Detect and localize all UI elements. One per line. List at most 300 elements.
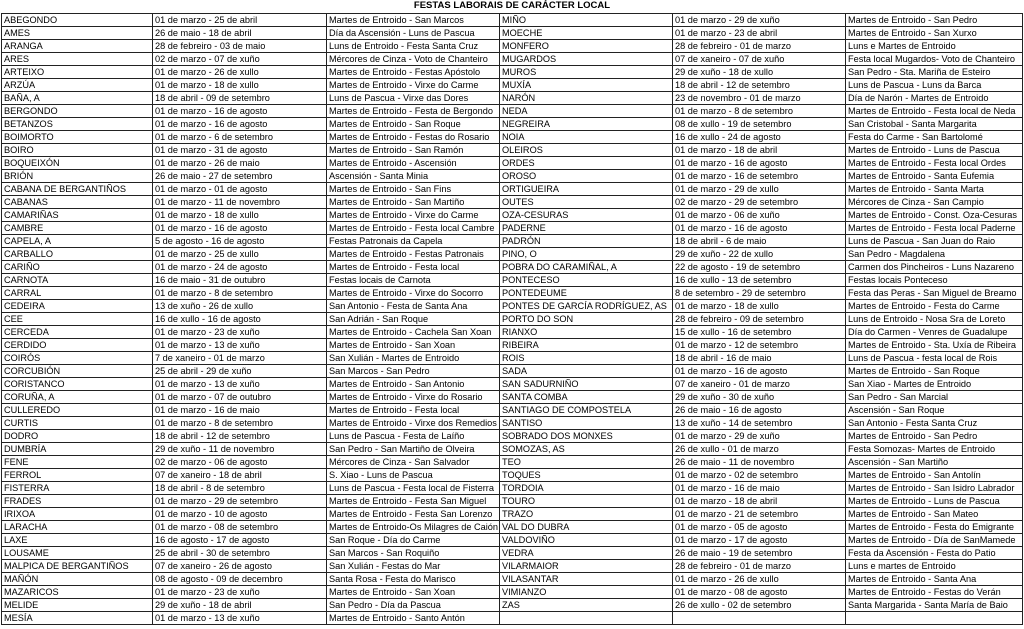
dates-cell: 28 de febreiro - 03 de maio: [153, 40, 327, 53]
municipality-cell: CAPELA, A: [2, 235, 153, 248]
dates-cell: 18 de abril - 8 de setembro: [153, 482, 327, 495]
table-row: [2, 209, 1023, 222]
municipality-cell: VILARMAIOR: [500, 560, 673, 573]
holidays-cell: Martes de Entroido - Luns de Pascua: [846, 144, 1023, 157]
municipality-cell: DODRO: [2, 430, 153, 443]
municipality-cell: MESÍA: [2, 612, 153, 625]
dates-cell: 16 de xullo - 13 de setembro: [673, 274, 846, 287]
dates-cell: 01 de marzo - 16 de maio: [153, 404, 327, 417]
dates-cell: 18 de abril - 12 de setembro: [153, 430, 327, 443]
table-row: [2, 378, 1023, 391]
dates-cell: 01 de marzo - 8 de setembro: [673, 105, 846, 118]
dates-cell: 18 de abril - 16 de maio: [673, 352, 846, 365]
municipality-cell: POBRA DO CARAMIÑAL, A: [500, 261, 673, 274]
municipality-cell: [500, 612, 673, 625]
municipality-cell: NARÓN: [500, 92, 673, 105]
municipality-cell: CABANAS: [2, 196, 153, 209]
municipality-cell: BERGONDO: [2, 105, 153, 118]
holidays-cell: Luns de Pascua - Festa de Laíño: [327, 430, 500, 443]
holidays-cell: Carmen dos Pincheiros - Luns Nazareno: [846, 261, 1023, 274]
dates-cell: 02 de marzo - 29 de setembro: [673, 196, 846, 209]
municipality-cell: PADRÓN: [500, 235, 673, 248]
table-row: [2, 170, 1023, 183]
holidays-cell: Festas locais de Carnota: [327, 274, 500, 287]
municipality-cell: ARANGA: [2, 40, 153, 53]
holidays-cell: Mércores de Cinza - San Salvador: [327, 456, 500, 469]
holidays-cell: Día da Ascensión - Luns de Pascua: [327, 27, 500, 40]
dates-cell: 01 de marzo - 26 de xullo: [153, 66, 327, 79]
holidays-cell: Festa Somozas- Martes de Entroido: [846, 443, 1023, 456]
dates-cell: 01 de marzo - 12 de setembro: [673, 339, 846, 352]
municipality-cell: CULLEREDO: [2, 404, 153, 417]
dates-cell: 26 de xullo - 02 de setembro: [673, 599, 846, 612]
dates-cell: 29 de xuño - 11 de novembro: [153, 443, 327, 456]
table-row: [2, 495, 1023, 508]
holidays-cell: Martes de Entroido-Os Milagres de Caión: [327, 521, 500, 534]
holidays-cell: Martes de Entroido - Festa local Paderne: [846, 222, 1023, 235]
municipality-cell: CABANA DE BERGANTIÑOS: [2, 183, 153, 196]
dates-cell: 26 de maio - 27 de setembro: [153, 170, 327, 183]
holidays-cell: Martes de Entroido - Festa local Ordes: [846, 157, 1023, 170]
municipality-cell: MAZARICOS: [2, 586, 153, 599]
dates-cell: 01 de marzo - 13 de xuño: [153, 612, 327, 625]
table-row: [2, 261, 1023, 274]
holidays-cell: Martes de Entroido - San Pedro: [846, 14, 1023, 27]
dates-cell: 01 de marzo - 18 de abril: [673, 495, 846, 508]
dates-cell: 01 de marzo - 29 de setembro: [153, 495, 327, 508]
municipality-cell: VAL DO DUBRA: [500, 521, 673, 534]
dates-cell: 01 de marzo - 24 de agosto: [153, 261, 327, 274]
holidays-cell: San Xulián - Festas do Mar: [327, 560, 500, 573]
holidays-cell: Festa das Peras - San Miguel de Breamo: [846, 287, 1023, 300]
holidays-cell: Martes de Entroido - Santa Ana: [846, 573, 1023, 586]
municipality-cell: VEDRA: [500, 547, 673, 560]
municipality-cell: BOIMORTO: [2, 131, 153, 144]
municipality-cell: RIANXO: [500, 326, 673, 339]
municipality-cell: TRAZO: [500, 508, 673, 521]
municipality-cell: CAMARIÑAS: [2, 209, 153, 222]
holidays-cell: Martes de Entroido - Festas do Rosario: [327, 131, 500, 144]
holidays-cell: Martes de Entroido - San Xoan: [327, 586, 500, 599]
dates-cell: 01 de marzo - 16 de agosto: [153, 105, 327, 118]
dates-cell: 01 de marzo - 11 de novembro: [153, 196, 327, 209]
municipality-cell: NEDA: [500, 105, 673, 118]
holidays-cell: Martes de Entroido - San Martiño: [327, 196, 500, 209]
table-row: [2, 313, 1023, 326]
dates-cell: 01 de marzo - 16 de maio: [673, 482, 846, 495]
table-row: [2, 521, 1023, 534]
dates-cell: 07 de xaneiro - 26 de agosto: [153, 560, 327, 573]
table-row: [2, 612, 1023, 625]
dates-cell: 01 de marzo - 02 de setembro: [673, 469, 846, 482]
dates-cell: 01 de marzo - 08 de setembro: [153, 521, 327, 534]
dates-cell: 01 de marzo - 16 de agosto: [673, 222, 846, 235]
holidays-cell: Luns de Pascua - San Juan do Raio: [846, 235, 1023, 248]
municipality-cell: ZAS: [500, 599, 673, 612]
dates-cell: 01 de marzo - 25 de xullo: [153, 248, 327, 261]
dates-cell: 01 de marzo - 23 de xuño: [153, 326, 327, 339]
municipality-cell: ABEGONDO: [2, 14, 153, 27]
table-row: [2, 417, 1023, 430]
holidays-cell: San Roque - Día do Carme: [327, 534, 500, 547]
holidays-cell: Martes de Entroido - Festa local: [327, 261, 500, 274]
municipality-cell: ARZÚA: [2, 79, 153, 92]
municipality-cell: MIÑO: [500, 14, 673, 27]
holidays-cell: Ascensión - San Roque: [846, 404, 1023, 417]
municipality-cell: SOMOZAS, AS: [500, 443, 673, 456]
dates-cell: 28 de febreiro - 01 de marzo: [673, 40, 846, 53]
municipality-cell: BOIRO: [2, 144, 153, 157]
dates-cell: 01 de marzo - 16 de agosto: [673, 157, 846, 170]
table-row: [2, 40, 1023, 53]
municipality-cell: TORDOIA: [500, 482, 673, 495]
municipality-cell: ORDES: [500, 157, 673, 170]
table-row: [2, 196, 1023, 209]
dates-cell: 01 de marzo - 29 de xullo: [673, 183, 846, 196]
holidays-cell: Martes de Entroido - Luns de Pascua: [846, 495, 1023, 508]
table-row: [2, 79, 1023, 92]
holidays-cell: San Pedro - Magdalena: [846, 248, 1023, 261]
dates-cell: 26 de maio - 19 de setembro: [673, 547, 846, 560]
municipality-cell: RIBEIRA: [500, 339, 673, 352]
dates-cell: 01 de marzo - 18 de abril: [673, 144, 846, 157]
dates-cell: 5 de agosto - 16 de agosto: [153, 235, 327, 248]
municipality-cell: PINO, O: [500, 248, 673, 261]
dates-cell: 07 de xaneiro - 07 de xuño: [673, 53, 846, 66]
table-row: [2, 300, 1023, 313]
municipality-cell: CARRAL: [2, 287, 153, 300]
holidays-cell: Martes de Entroido - San Pedro: [846, 430, 1023, 443]
municipality-cell: SANTIAGO DE COMPOSTELA: [500, 404, 673, 417]
holidays-cell: Día de Narón - Martes de Entroido: [846, 92, 1023, 105]
table-row: [2, 430, 1023, 443]
holidays-cell: San Antonio - Festa Santa Cruz: [846, 417, 1023, 430]
table-row: [2, 66, 1023, 79]
table-row: [2, 443, 1023, 456]
municipality-cell: PONTES DE GARCÍA RODRÍGUEZ, AS: [500, 300, 673, 313]
holidays-cell: San Marcos - San Pedro: [327, 365, 500, 378]
municipality-cell: MUXÍA: [500, 79, 673, 92]
dates-cell: 01 de marzo - 13 de xuño: [153, 339, 327, 352]
holidays-cell: Martes de Entroido - San Marcos: [327, 14, 500, 27]
municipality-cell: SANTISO: [500, 417, 673, 430]
municipality-cell: VILASANTAR: [500, 573, 673, 586]
holidays-cell: San Xiao - Martes de Entroido: [846, 378, 1023, 391]
table-row: [2, 326, 1023, 339]
dates-cell: 01 de marzo - 23 de xuño: [153, 586, 327, 599]
municipality-cell: CEE: [2, 313, 153, 326]
holidays-table: [1, 13, 1023, 625]
municipality-cell: PADERNE: [500, 222, 673, 235]
holidays-cell: Día do Carmen - Venres de Guadalupe: [846, 326, 1023, 339]
dates-cell: 25 de abril - 30 de setembro: [153, 547, 327, 560]
municipality-cell: CORUÑA, A: [2, 391, 153, 404]
table-row: [2, 456, 1023, 469]
holidays-cell: San Marcos - San Roquiño: [327, 547, 500, 560]
holidays-cell: Festas Patronais da Capela: [327, 235, 500, 248]
holidays-cell: Martes de Entroido - Ascensión: [327, 157, 500, 170]
holidays-cell: Martes de Entroido - Sta. Uxía de Ribeira: [846, 339, 1023, 352]
municipality-cell: ARES: [2, 53, 153, 66]
dates-cell: 01 de marzo - 21 de setembro: [673, 508, 846, 521]
dates-cell: 16 de xullo - 24 de agosto: [673, 131, 846, 144]
holidays-cell: Ascensión - Santa Minia: [327, 170, 500, 183]
municipality-cell: CORISTANCO: [2, 378, 153, 391]
holidays-cell: Martes de Entroido - Festa San Lorenzo: [327, 508, 500, 521]
table-row: [2, 469, 1023, 482]
table-row: [2, 508, 1023, 521]
municipality-cell: BETANZOS: [2, 118, 153, 131]
table-row: [2, 339, 1023, 352]
municipality-cell: FRADES: [2, 495, 153, 508]
table-row: [2, 235, 1023, 248]
dates-cell: 01 de marzo - 18 de xullo: [673, 300, 846, 313]
municipality-cell: IRIXOA: [2, 508, 153, 521]
table-row: [2, 404, 1023, 417]
holidays-cell: Festa local Mugardos- Voto de Chanteiro: [846, 53, 1023, 66]
holidays-cell: Martes de Entroido - Festa San Miguel: [327, 495, 500, 508]
holidays-cell: San Antonio - Festa de Santa Ana: [327, 300, 500, 313]
table-row: [2, 157, 1023, 170]
holidays-cell: San Cristobal - Santa Margarita: [846, 118, 1023, 131]
holidays-cell: San Pedro - Sta. Mariña de Esteiro: [846, 66, 1023, 79]
dates-cell: 16 de xullo - 16 de agosto: [153, 313, 327, 326]
holidays-cell: Luns de Entroido - Nosa Sra de Loreto: [846, 313, 1023, 326]
municipality-cell: PONTECESO: [500, 274, 673, 287]
holidays-cell: Martes de Entroido - San Xoan: [327, 339, 500, 352]
municipality-cell: CARNOTA: [2, 274, 153, 287]
table-row: [2, 27, 1023, 40]
table-row: [2, 352, 1023, 365]
holidays-cell: Festas locais Ponteceso: [846, 274, 1023, 287]
dates-cell: 01 de marzo - 07 de outubro: [153, 391, 327, 404]
table-row: [2, 53, 1023, 66]
dates-cell: 13 de xuño - 14 de setembro: [673, 417, 846, 430]
dates-cell: 01 de marzo - 16 de agosto: [153, 222, 327, 235]
dates-cell: 01 de marzo - 06 de xuño: [673, 209, 846, 222]
table-row: [2, 547, 1023, 560]
dates-cell: 29 de xuño - 18 de abril: [153, 599, 327, 612]
municipality-cell: FENE: [2, 456, 153, 469]
municipality-cell: SADA: [500, 365, 673, 378]
municipality-cell: FERROL: [2, 469, 153, 482]
dates-cell: 18 de abril - 09 de setembro: [153, 92, 327, 105]
dates-cell: 15 de xullo - 16 de setembro: [673, 326, 846, 339]
holidays-cell: Ascensión - San Martiño: [846, 456, 1023, 469]
municipality-cell: MAÑÓN: [2, 573, 153, 586]
dates-cell: 01 de marzo - 6 de setembro: [153, 131, 327, 144]
dates-cell: 01 de marzo - 17 de agosto: [673, 534, 846, 547]
dates-cell: 02 de marzo - 06 de agosto: [153, 456, 327, 469]
dates-cell: 23 de novembro - 01 de marzo: [673, 92, 846, 105]
holidays-cell: Martes de Entroido - San Antolín: [846, 469, 1023, 482]
dates-cell: 01 de marzo - 8 de setembro: [153, 287, 327, 300]
dates-cell: 25 de abril - 29 de xuño: [153, 365, 327, 378]
municipality-cell: OROSO: [500, 170, 673, 183]
table-row: [2, 287, 1023, 300]
holidays-cell: Martes de Entroido - Santa Marta: [846, 183, 1023, 196]
holidays-cell: Martes de Entroido - San Xurxo: [846, 27, 1023, 40]
municipality-cell: FISTERRA: [2, 482, 153, 495]
holidays-cell: San Pedro - San Marcial: [846, 391, 1023, 404]
holidays-cell: Luns e martes de Entroido: [846, 560, 1023, 573]
holidays-cell: San Pedro - San Martiño de Olveira: [327, 443, 500, 456]
dates-cell: 01 de marzo - 25 de abril: [153, 14, 327, 27]
dates-cell: 01 de marzo - 16 de setembro: [673, 170, 846, 183]
municipality-cell: CAMBRE: [2, 222, 153, 235]
holidays-cell: Martes de Entroido - San Ramón: [327, 144, 500, 157]
municipality-cell: CARIÑO: [2, 261, 153, 274]
holidays-cell: Martes de Entroido - Festa local Cambre: [327, 222, 500, 235]
holidays-cell: Martes de Entroido - San Mateo: [846, 508, 1023, 521]
municipality-cell: NEGREIRA: [500, 118, 673, 131]
dates-cell: 02 de marzo - 07 de xuño: [153, 53, 327, 66]
holidays-cell: Mércores de Cinza - San Campio: [846, 196, 1023, 209]
holidays-cell: Martes de Entroido - Const. Oza-Cesuras: [846, 209, 1023, 222]
dates-cell: 01 de marzo - 18 de xullo: [153, 209, 327, 222]
holidays-cell: Santa Margarida - Santa María de Baio: [846, 599, 1023, 612]
municipality-cell: COIRÓS: [2, 352, 153, 365]
dates-cell: 01 de marzo - 29 de xuño: [673, 14, 846, 27]
municipality-cell: CURTIS: [2, 417, 153, 430]
holidays-cell: Martes de Entroido - San Isidro Labrador: [846, 482, 1023, 495]
table-row: [2, 131, 1023, 144]
holidays-cell: Luns de Pascua - festa local de Rois: [846, 352, 1023, 365]
table-row: [2, 118, 1023, 131]
holidays-cell: Martes de Entroido - San Roque: [327, 118, 500, 131]
dates-cell: 16 de maio - 31 de outubro: [153, 274, 327, 287]
municipality-cell: TOQUES: [500, 469, 673, 482]
dates-cell: 01 de marzo - 16 de agosto: [673, 365, 846, 378]
holidays-cell: Luns de Pascua - Festa local de Fisterra: [327, 482, 500, 495]
holidays-cell: Martes de Entroido - Día de SanMamede: [846, 534, 1023, 547]
table-row: [2, 248, 1023, 261]
holidays-cell: Martes de Entroido - San Roque: [846, 365, 1023, 378]
holidays-cell: Santa Rosa - Festa do Marisco: [327, 573, 500, 586]
municipality-cell: NOIA: [500, 131, 673, 144]
municipality-cell: ARTEIXO: [2, 66, 153, 79]
dates-cell: 29 de xuño - 22 de xullo: [673, 248, 846, 261]
municipality-cell: CARBALLO: [2, 248, 153, 261]
municipality-cell: TEO: [500, 456, 673, 469]
holidays-cell: Martes de Entroido - Festa do Emigrante: [846, 521, 1023, 534]
dates-cell: 16 de agosto - 17 de agosto: [153, 534, 327, 547]
holidays-cell: Martes de Entroido - Virxe do Rosario: [327, 391, 500, 404]
municipality-cell: SAN SADURNIÑO: [500, 378, 673, 391]
municipality-cell: VALDOVIÑO: [500, 534, 673, 547]
municipality-cell: ROIS: [500, 352, 673, 365]
holidays-table-body: [2, 14, 1023, 625]
municipality-cell: SANTA COMBA: [500, 391, 673, 404]
municipality-cell: LARACHA: [2, 521, 153, 534]
dates-cell: 22 de agosto - 19 de setembro: [673, 261, 846, 274]
holidays-cell: Mércores de Cinza - Voto de Chanteiro: [327, 53, 500, 66]
municipality-cell: CERDIDO: [2, 339, 153, 352]
dates-cell: 01 de marzo - 23 de abril: [673, 27, 846, 40]
holidays-cell: Martes de Entroido - San Fins: [327, 183, 500, 196]
table-row: [2, 391, 1023, 404]
holidays-cell: [846, 612, 1023, 625]
municipality-cell: BRIÓN: [2, 170, 153, 183]
holidays-cell: Martes de Entroido - Festas Patronais: [327, 248, 500, 261]
dates-cell: 26 de xullo - 01 de marzo: [673, 443, 846, 456]
dates-cell: 13 de xuño - 26 de xullo: [153, 300, 327, 313]
dates-cell: 8 de setembro - 29 de setembro: [673, 287, 846, 300]
dates-cell: 28 de febreiro - 09 de setembro: [673, 313, 846, 326]
dates-cell: 07 de xaneiro - 18 de abril: [153, 469, 327, 482]
municipality-cell: CORCUBIÓN: [2, 365, 153, 378]
municipality-cell: MUGARDOS: [500, 53, 673, 66]
municipality-cell: AMES: [2, 27, 153, 40]
municipality-cell: OZA-CESURAS: [500, 209, 673, 222]
municipality-cell: BAÑA, A: [2, 92, 153, 105]
dates-cell: 01 de marzo - 08 de agosto: [673, 586, 846, 599]
holidays-cell: Martes de Entroido - San Antonio: [327, 378, 500, 391]
municipality-cell: DUMBRÍA: [2, 443, 153, 456]
holidays-cell: Festa do Carme - San Bartolomé: [846, 131, 1023, 144]
dates-cell: 01 de marzo - 16 de agosto: [153, 118, 327, 131]
table-row: [2, 144, 1023, 157]
holidays-cell: Martes de Entroido - Festas Apóstolo: [327, 66, 500, 79]
holidays-cell: Martes de Entroido - Festa do Carme: [846, 300, 1023, 313]
municipality-cell: MELIDE: [2, 599, 153, 612]
table-row: [2, 92, 1023, 105]
municipality-cell: MOECHE: [500, 27, 673, 40]
dates-cell: 18 de abril - 6 de maio: [673, 235, 846, 248]
dates-cell: 26 de maio - 16 de agosto: [673, 404, 846, 417]
holidays-cell: S. Xiao - Luns de Pascua: [327, 469, 500, 482]
holidays-cell: Martes de Entroido - Festa de Bergondo: [327, 105, 500, 118]
holidays-cell: San Adrián - San Roque: [327, 313, 500, 326]
dates-cell: 01 de marzo - 10 de agosto: [153, 508, 327, 521]
dates-cell: 08 de agosto - 09 de decembro: [153, 573, 327, 586]
municipality-cell: MUROS: [500, 66, 673, 79]
holidays-cell: Martes de Entroido - Festa local: [327, 404, 500, 417]
holidays-cell: San Pedro - Día da Pascua: [327, 599, 500, 612]
table-row: [2, 534, 1023, 547]
dates-cell: 01 de marzo - 29 de xuño: [673, 430, 846, 443]
dates-cell: 26 de maio - 18 de abril: [153, 27, 327, 40]
table-row: [2, 586, 1023, 599]
holidays-cell: Martes de Entroido - Santo Antón: [327, 612, 500, 625]
dates-cell: 28 de febreiro - 01 de marzo: [673, 560, 846, 573]
holidays-cell: Martes de Entroido - Cachela San Xoan: [327, 326, 500, 339]
table-row: [2, 599, 1023, 612]
municipality-cell: CERCEDA: [2, 326, 153, 339]
holidays-cell: Luns de Pascua - Virxe das Dores: [327, 92, 500, 105]
dates-cell: 01 de marzo - 01 de agosto: [153, 183, 327, 196]
dates-cell: 01 de marzo - 18 de xullo: [153, 79, 327, 92]
holidays-cell: Martes de Entroido - Virxe do Socorro: [327, 287, 500, 300]
municipality-cell: SOBRADO DOS MONXES: [500, 430, 673, 443]
table-row: [2, 222, 1023, 235]
dates-cell: 29 de xuño - 30 de xuño: [673, 391, 846, 404]
municipality-cell: TOURO: [500, 495, 673, 508]
municipality-cell: PORTO DO SON: [500, 313, 673, 326]
dates-cell: [673, 612, 846, 625]
dates-cell: 7 de xaneiro - 01 de marzo: [153, 352, 327, 365]
municipality-cell: MONFERO: [500, 40, 673, 53]
municipality-cell: BOQUEIXÓN: [2, 157, 153, 170]
holidays-cell: San Xulián - Martes de Entroido: [327, 352, 500, 365]
municipality-cell: CEDEIRA: [2, 300, 153, 313]
table-row: [2, 365, 1023, 378]
table-row: [2, 274, 1023, 287]
dates-cell: 01 de marzo - 26 de xullo: [673, 573, 846, 586]
municipality-cell: PONTEDEUME: [500, 287, 673, 300]
holidays-cell: Martes de Entroido - Festa local de Neda: [846, 105, 1023, 118]
municipality-cell: LOUSAME: [2, 547, 153, 560]
